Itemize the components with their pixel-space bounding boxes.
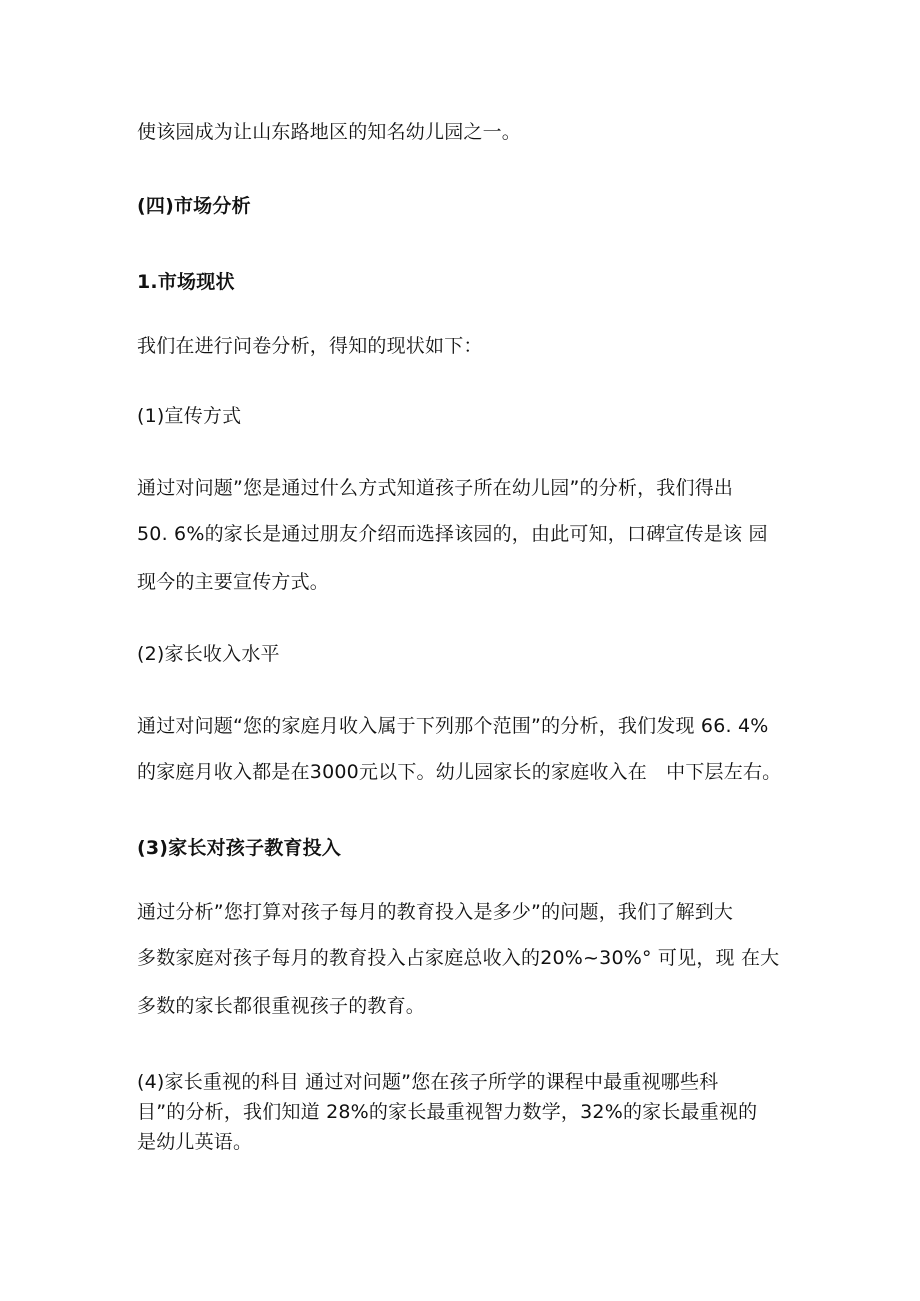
item-3-line-1: 通过分析”您打算对孩子每月的教育投入是多少”的问题，我们了解到大 — [137, 901, 734, 923]
item-2-heading: (2)家长收入水平 — [137, 643, 280, 665]
subsection-heading: 1.市场现状 — [137, 271, 235, 293]
item-3-line-3: 多数的家长都很重视孩子的教育。 — [137, 995, 426, 1017]
item-1-line-1: 通过对问题”您是通过什么方式知道孩子所在幼儿园”的分析，我们得出 — [137, 477, 734, 499]
item-4-line-3: 是幼儿英语。 — [137, 1131, 253, 1153]
item-3-line-2: 多数家庭对孩子每月的教育投入占家庭总收入的20%~30%° 可见，现 在大 — [137, 947, 780, 969]
item-1-line-3: 现今的主要宣传方式。 — [137, 571, 330, 593]
item-1-line-2: 50. 6%的家长是通过朋友介绍而选择该园的，由此可知，口碑宣传是该 园 — [137, 523, 768, 545]
section-heading: (四)市场分析 — [137, 195, 251, 217]
item-2-line-1: 通过对问题“您的家庭月收入属于下列那个范围”的分析，我们发现 66. 4% — [137, 715, 769, 737]
item-4-line-1: (4)家长重视的科目 通过对问题”您在孩子所学的课程中最重视哪些科 — [137, 1071, 719, 1093]
item-4-line-2: 目”的分析，我们知道 28%的家长最重视智力数学，32%的家长最重视的 — [137, 1101, 758, 1123]
lead-text: 我们在进行问卷分析，得知的现状如下： — [137, 335, 483, 357]
item-1-heading: (1)宣传方式 — [137, 405, 242, 427]
intro-line: 使该园成为让山东路地区的知名幼儿园之一。 — [137, 121, 522, 143]
item-2-line-2: 的家庭月收入都是在3000元以下。幼儿园家长的家庭收入在 中下层左右。 — [137, 761, 782, 783]
item-3-heading: (3)家长对孩子教育投入 — [137, 837, 341, 859]
